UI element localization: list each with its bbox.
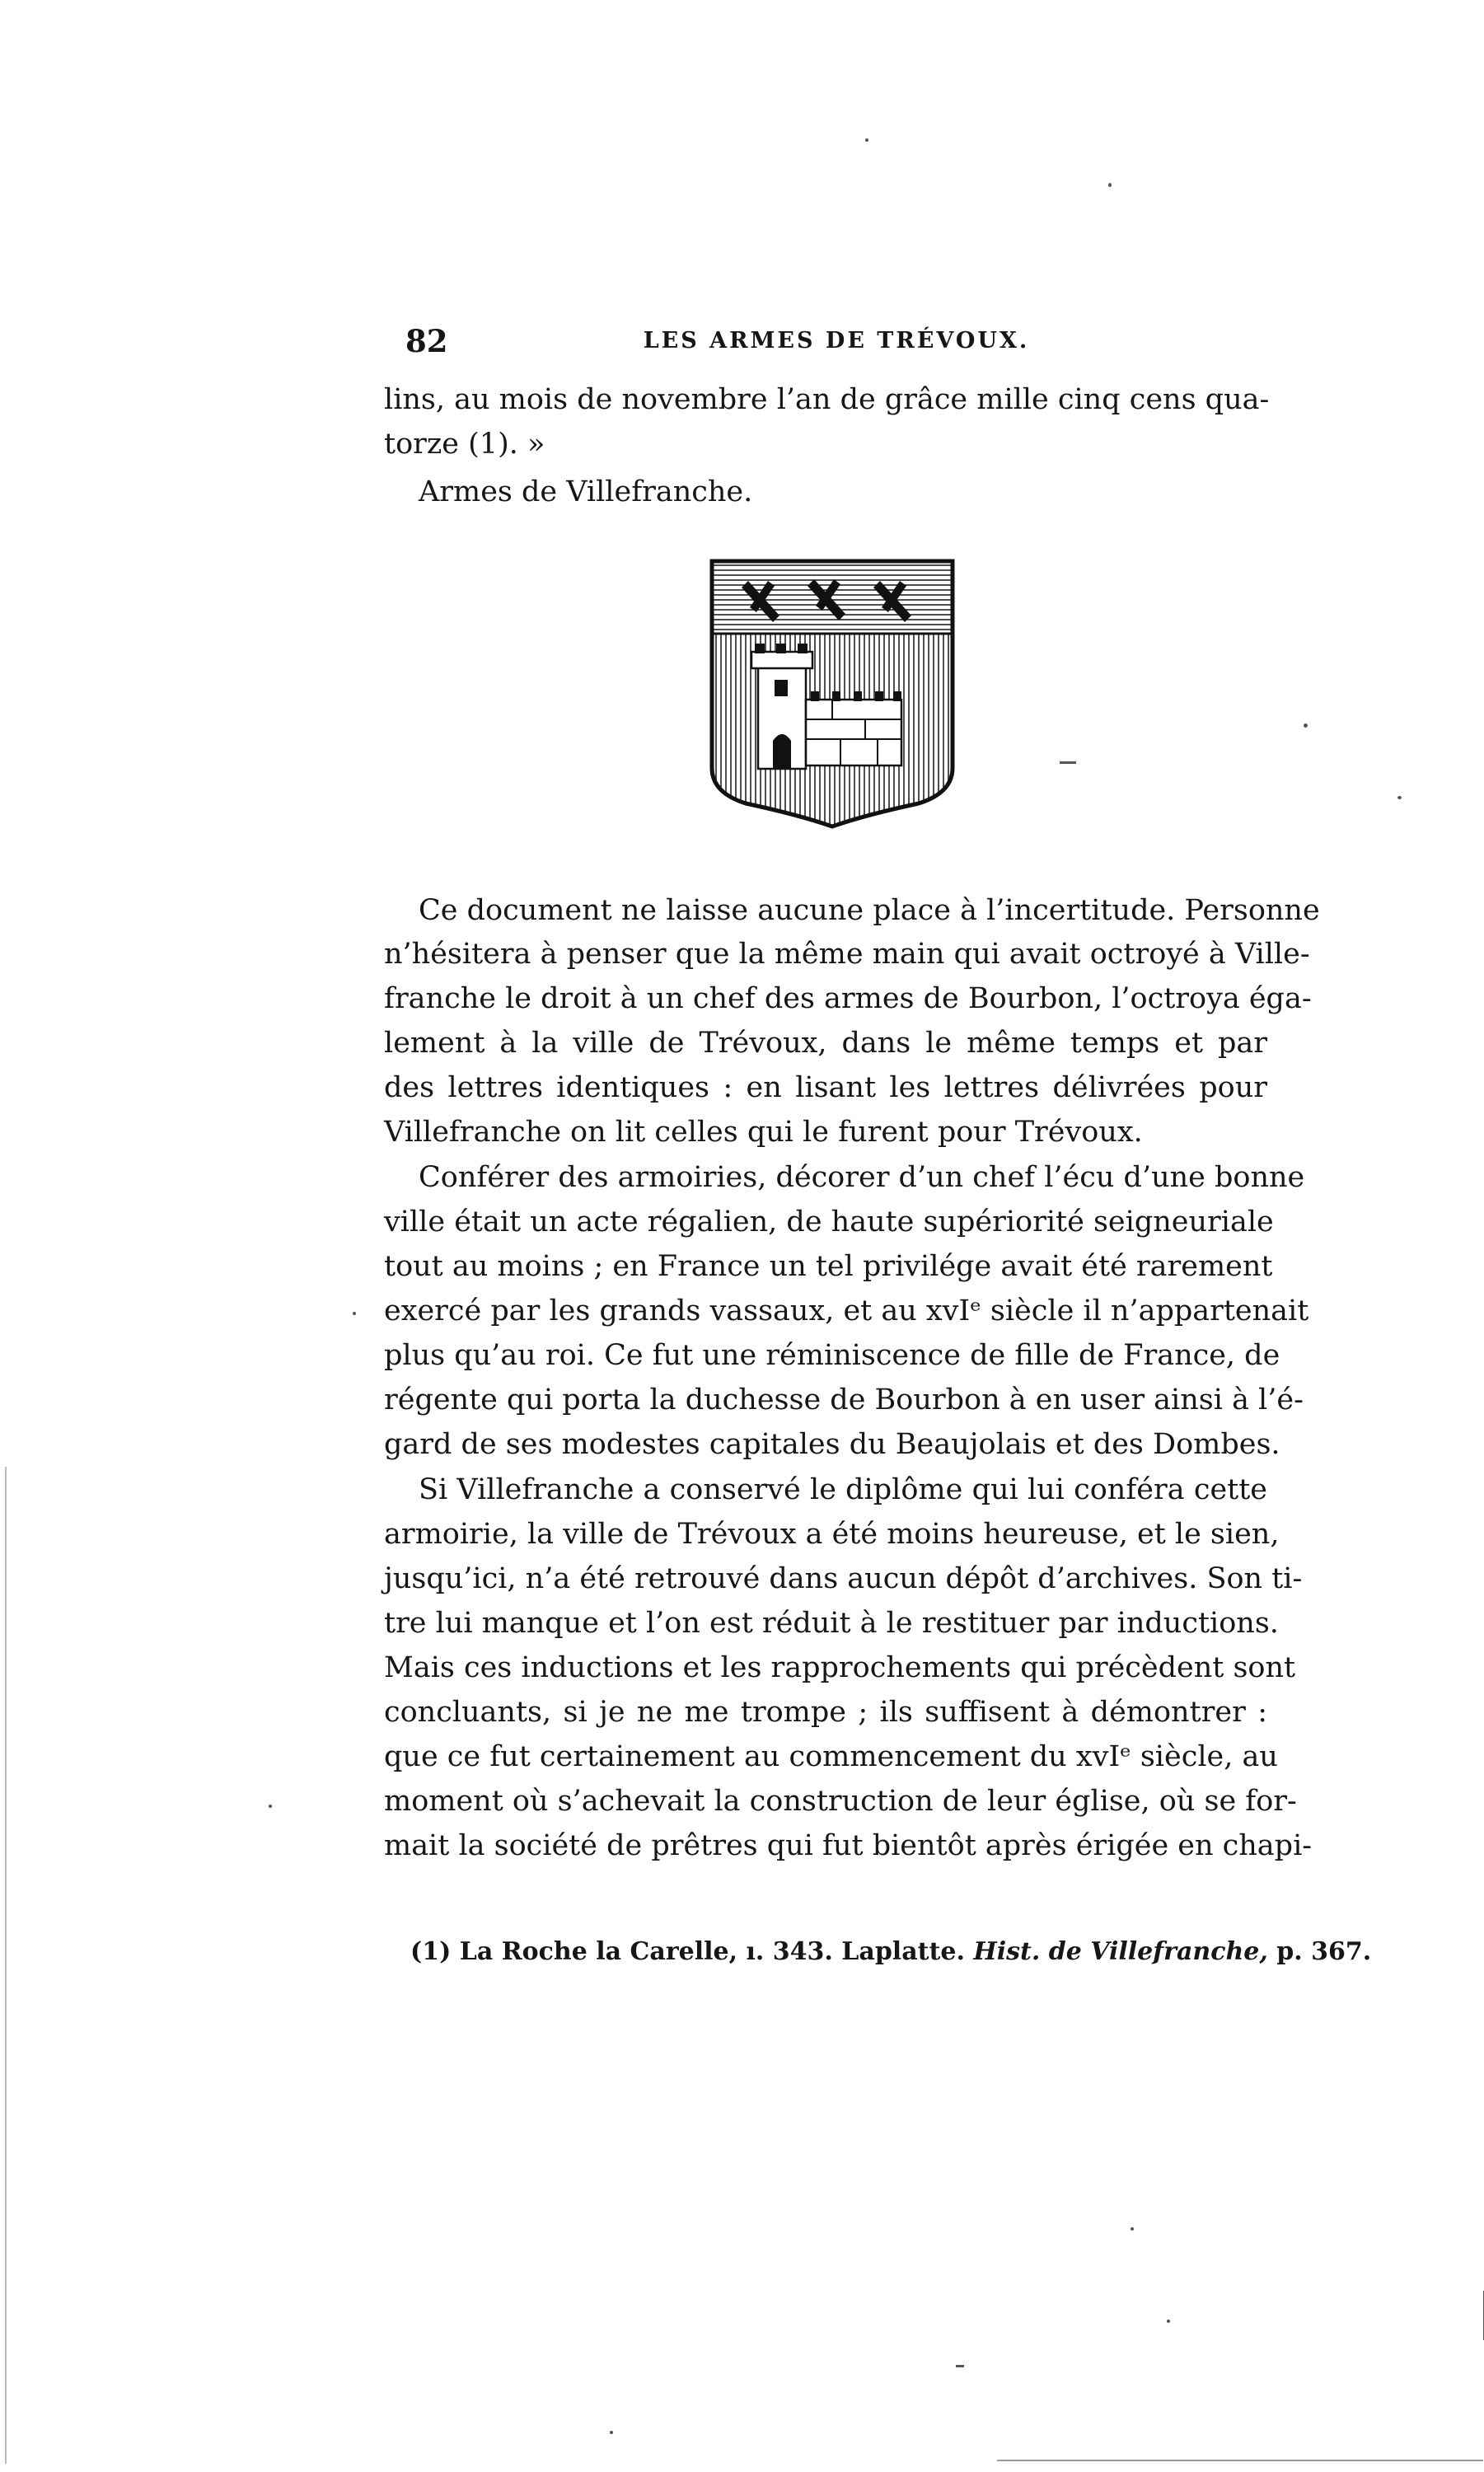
text-line: mait la société de prêtres qui fut bientôt après érigée en chapi- [384, 1829, 1313, 1862]
paper-speck [1304, 723, 1308, 728]
paper-speck [1167, 2320, 1170, 2323]
text-line: torze (1). » [384, 428, 545, 461]
text-line: lins, au mois de novembre l’an de grâce mille cinq cens qua- [384, 383, 1270, 416]
text-line: lement à la ville de Trévoux, dans le même temps et par [384, 1027, 1267, 1060]
coat-of-arms-shield-icon [709, 558, 956, 830]
text-line: exercé par les grands vassaux, et au xvIᵉ siècle il n’appartenait [384, 1295, 1309, 1327]
text-line: des lettres identiques : en lisant les lettres délivrées pour [384, 1071, 1267, 1104]
paper-speck [353, 1312, 356, 1315]
footnote-marker: (1) [410, 1937, 452, 1966]
paper-speck [610, 2431, 613, 2434]
footnote-page: p. 367. [1276, 1937, 1372, 1966]
text-line: Mais ces inductions et les rapprochements qui précèdent sont [384, 1651, 1296, 1684]
text-line: Villefranche on lit celles qui le furent pour Trévoux. [384, 1116, 1143, 1149]
text-line: tout au moins ; en France un tel privilége avait été rarement [384, 1250, 1273, 1283]
paper-speck [1397, 796, 1402, 799]
paper-speck [1060, 761, 1076, 764]
text-line: moment où s’achevait la construction de leur église, où se for- [384, 1785, 1297, 1818]
bottom-edge-line [997, 2460, 1483, 2461]
text-line: tre lui manque et l’on est réduit à le restituer par inductions. [384, 1607, 1279, 1640]
page-header [405, 323, 1267, 364]
text-line: n’hésitera à penser que la même main qui avait octroyé à Ville- [384, 938, 1310, 971]
paper-speck [956, 2365, 964, 2367]
text-line: plus qu’au roi. Ce fut une réminiscence de fille de France, de [384, 1339, 1280, 1372]
text-line: Conférer des armoiries, décorer d’un chef l’écu d’une bonne [419, 1161, 1305, 1194]
paper-speck [865, 138, 868, 142]
page-edge-shadow [5, 1467, 7, 2464]
text-line: concluants, si je ne me trompe ; ils suffisent à démontrer : [384, 1696, 1267, 1729]
text-line: franche le droit à un chef des armes de Bourbon, l’octroya éga- [384, 982, 1312, 1015]
paper-speck [269, 1805, 272, 1808]
text-line: ville était un acte régalien, de haute supériorité seigneuriale [384, 1206, 1274, 1238]
text-line: armoirie, la ville de Trévoux a été moins heureuse, et le sien, [384, 1518, 1280, 1551]
text-line: gard de ses modestes capitales du Beaujolais et des Dombes. [384, 1428, 1280, 1461]
paper-speck [1131, 2227, 1134, 2231]
text-line: Ce document ne laisse aucune place à l’incertitude. Personne [419, 894, 1320, 927]
text-line: Si Villefranche a conservé le diplôme qui lui conféra cette [419, 1473, 1267, 1506]
page-number: 82 [405, 323, 448, 359]
text-line: régente qui porta la duchesse de Bourbon à en user ainsi à l’é- [384, 1383, 1304, 1416]
text-line: jusqu’ici, n’a été retrouvé dans aucun dépôt d’archives. Son ti- [384, 1562, 1303, 1595]
illustration-caption: Armes de Villefranche. [419, 475, 753, 508]
footnote-text: La Roche la Carelle, ı. 343. Laplatte. [459, 1937, 965, 1966]
text-line: que ce fut certainement au commencement du xvIᵉ siècle, au [384, 1740, 1278, 1773]
running-title: LES ARMES DE TRÉVOUX. [643, 328, 1030, 353]
paper-speck [1108, 183, 1112, 187]
footnote-title: Hist. de Villefranche, [973, 1937, 1268, 1966]
footnote [410, 1937, 1371, 1966]
